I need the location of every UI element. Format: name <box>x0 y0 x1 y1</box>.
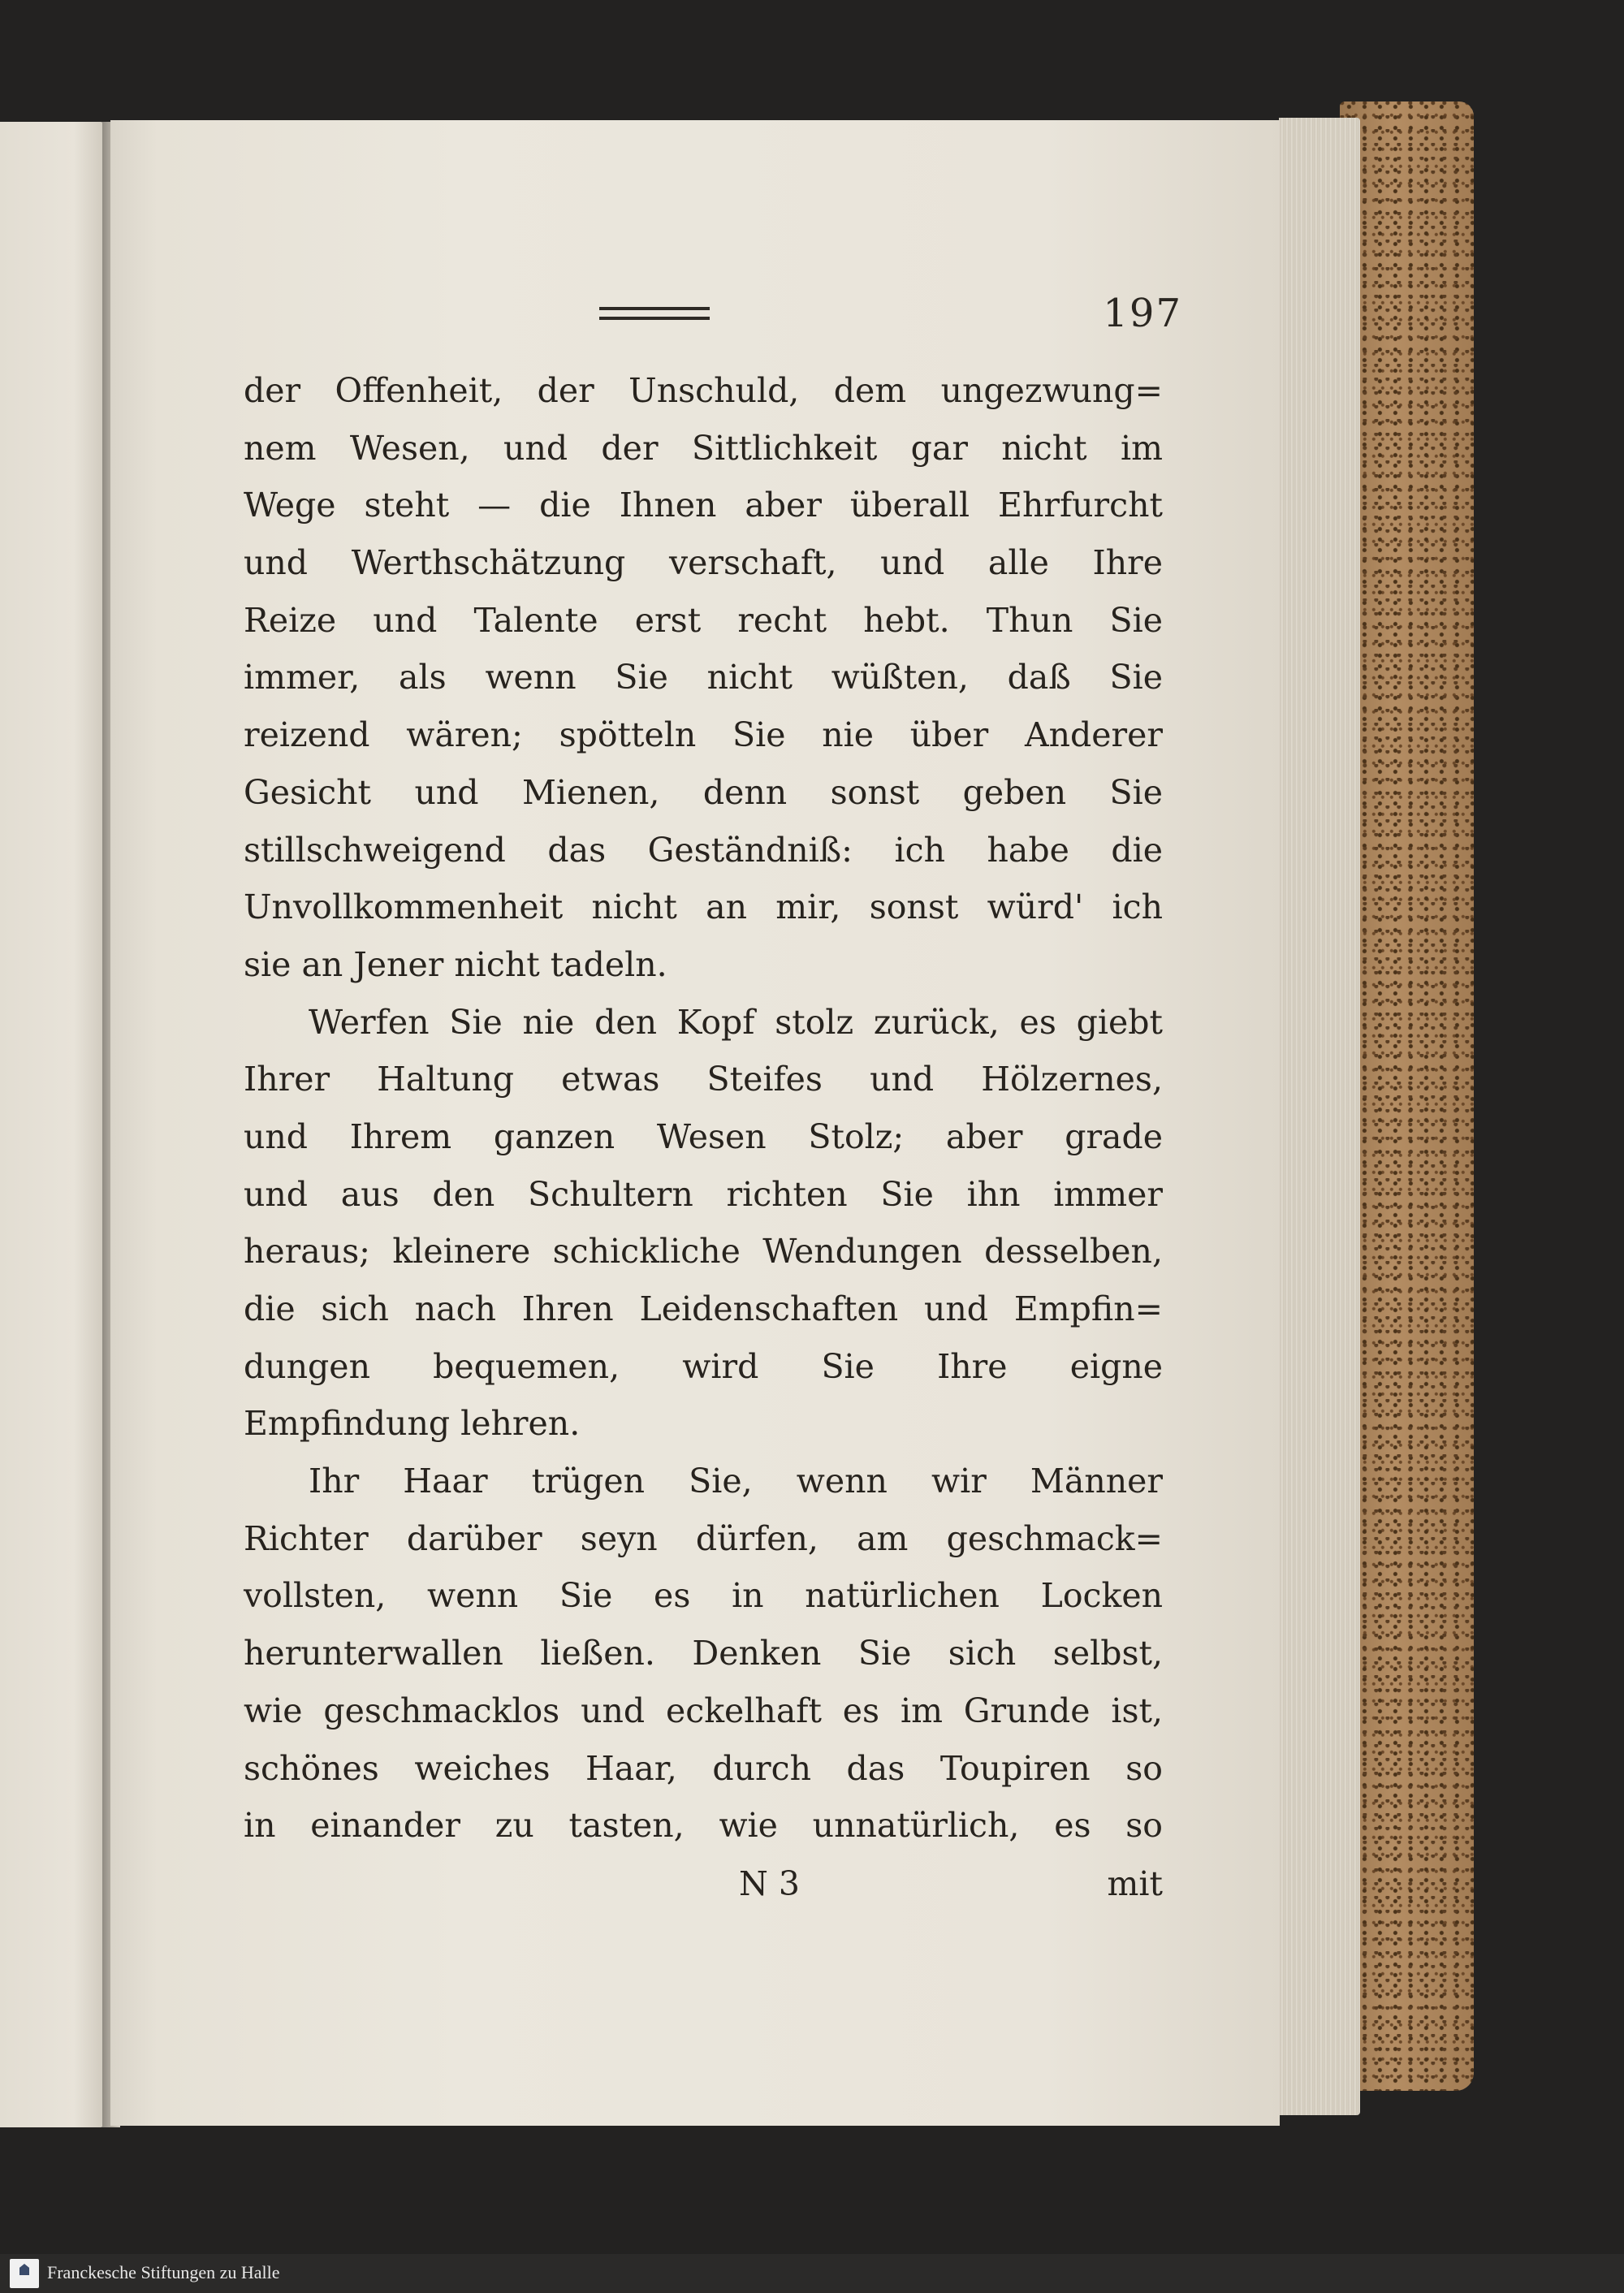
header-rule <box>599 317 710 320</box>
text-line: Gesicht und Mienen, denn sonst geben Sie <box>244 772 1163 812</box>
footer-attribution: Franckesche Stiftungen zu Halle <box>47 2262 280 2282</box>
printer-signature: N 3 <box>739 1864 800 1903</box>
text-line: dungen bequemen, wird Sie Ihre eigne <box>244 1346 1163 1386</box>
text-line: und Ihrem ganzen Wesen Stolz; aber grade <box>244 1116 1163 1156</box>
text-line: Empfindung lehren. <box>244 1404 581 1444</box>
text-line: Reize und Talente erst recht hebt. Thun Sie <box>244 600 1163 640</box>
text-line: Richter darüber seyn dürfen, am geschmack= <box>244 1518 1163 1558</box>
text-line: immer, als wenn Sie nicht wüßten, daß Sie <box>244 658 1163 697</box>
text-line: schönes weiches Haar, durch das Toupiren so <box>244 1748 1163 1788</box>
text-line: Wege steht — die Ihnen aber überall Ehrfurcht <box>244 486 1163 525</box>
page-edges <box>1279 118 1360 2115</box>
text-line: in einander zu tasten, wie unnatürlich, es so <box>244 1806 1163 1846</box>
text-line: wie geschmacklos und eckelhaft es im Grunde ist, <box>244 1691 1163 1730</box>
text-line: heraus; kleinere schickliche Wendungen desselben, <box>244 1232 1163 1272</box>
text-line: nem Wesen, und der Sittlichkeit gar nicht im <box>244 428 1163 468</box>
institution-logo-icon <box>10 2259 39 2288</box>
text-line: Ihr Haar trügen Sie, wenn wir Männer <box>309 1462 1163 1501</box>
page-number: 197 <box>1103 291 1182 336</box>
text-line: die sich nach Ihren Leidenschaften und Empfin= <box>244 1289 1163 1328</box>
left-facing-page <box>0 122 106 2127</box>
text-line: vollsten, wenn Sie es in natürlichen Locken <box>244 1576 1163 1616</box>
footer-bar <box>0 2254 1624 2293</box>
text-line: stillschweigend das Geständniß: ich habe die <box>244 830 1163 870</box>
running-head <box>110 291 1280 339</box>
text-line: reizend wären; spötteln Sie nie über Anderer <box>244 715 1163 755</box>
signature-line <box>244 1855 1163 1912</box>
text-line: Unvollkommenheit nicht an mir, sonst würd' ich <box>244 887 1163 927</box>
text-line: Werfen Sie nie den Kopf stolz zurück, es giebt <box>309 1002 1163 1042</box>
text-line: der Offenheit, der Unschuld, dem ungezwung= <box>244 371 1163 410</box>
text-line: und aus den Schultern richten Sie ihn immer <box>244 1174 1163 1214</box>
body-text <box>244 362 1163 1855</box>
text-line: Ihrer Haltung etwas Steifes und Hölzernes, <box>244 1060 1163 1099</box>
text-line: sie an Jener nicht tadeln. <box>244 944 667 984</box>
text-line: herunterwallen ließen. Denken Sie sich selbst, <box>244 1634 1163 1673</box>
text-line: und Werthschätzung verschaft, und alle Ihre <box>244 543 1163 583</box>
catchword: mit <box>1107 1864 1163 1903</box>
header-rule <box>599 307 710 310</box>
